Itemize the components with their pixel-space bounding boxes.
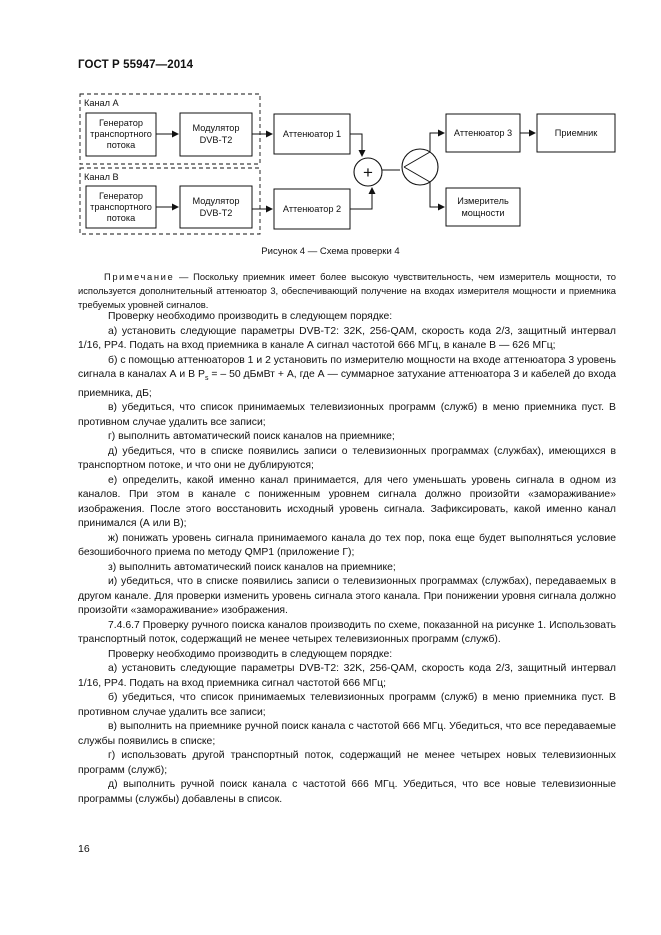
note-label: Примечание — [104, 271, 175, 282]
channel-b-label: Канал В — [84, 172, 119, 182]
paragraph: г) использовать другой транспортный поток, содержащий не менее четырех новых телевизионных программ (служб); — [78, 750, 616, 776]
paragraph: Проверку необходимо производить в следующем порядке: — [108, 648, 393, 660]
generator-b-line1: Генератор — [99, 191, 143, 201]
generator-a-line3: потока — [106, 140, 136, 150]
paragraph: г) выполнить автоматический поиск каналов на приемнике; — [108, 431, 395, 443]
generator-b-line2: транспортного — [90, 202, 152, 212]
receiver-label: Приемник — [554, 128, 598, 138]
paragraph: е) определить, какой именно канал принимается, для чего уменьшать уровень сигнала в одном из каналов. При этом в канале с пониженным уровнем сигнала должно произойти «замораживание» изображения. После этого восстановить исходный уровень сигнала. Зафиксировать, какой именно канал принимался (А или В); — [78, 474, 616, 530]
paragraph: ж) понижать уровень сигнала принимаемого канала до тех пор, пока еще будет выполняться условие безошибочного приема по методу QMP1 (приложение Г); — [78, 532, 616, 559]
paragraph: д) убедиться, что в списке появились записи о телевизионных программах (службах), имеющихся в транспортном потоке, и что они не дублируются; — [78, 445, 616, 472]
power-meter-box — [446, 188, 520, 226]
combiner-plus: + — [363, 163, 373, 182]
attenuator-2-label: Аттенюатор 2 — [282, 204, 342, 214]
main-text — [78, 310, 616, 807]
attenuator-1-label: Аттенюатор 1 — [282, 129, 342, 139]
note-block — [78, 270, 616, 312]
power-meter-line2: мощности — [461, 208, 505, 218]
document-header: ГОСТ Р 55947—2014 — [78, 59, 194, 71]
paragraph: в) убедиться, что список принимаемых телевизионных программ (служб) в меню приемника пуст. В противном случае удалить все записи; — [78, 402, 616, 428]
paragraph: а) установить следующие параметры DVB-T2: 32K, 256-QAM, скорость кода 2/3, защитный интервал 1/16, PP4. Подать на вход приемника сигнал частотой 666 МГц; — [78, 663, 616, 689]
paragraph: а) установить следующие параметры DVB-T2: 32K, 256-QAM, скорость кода 2/3, защитный интервал 1/16, PP4. Подать на вход приемника в канале А сигнал частотой 666 МГц, в канале В — 626 МГц; — [78, 325, 616, 351]
modulator-b-line1: Модулятор — [192, 196, 240, 206]
paragraph: и) убедиться, что в списке появились записи о телевизионных программах (службах), передаваемых в другом канале. Для проверки изменить уровень сигнала этого канала. При понижении уровня сигнала должно произойти «замораживание» изображения. — [78, 576, 616, 617]
attenuator-3-label: Аттенюатор 3 — [453, 128, 513, 138]
generator-a-line1: Генератор — [99, 118, 143, 128]
page-number: 16 — [78, 843, 90, 855]
power-meter-line1: Измеритель — [457, 196, 509, 206]
paragraph: 7.4.6.7 Проверку ручного поиска каналов производить по схеме, показанной на рисунке 1. Использовать транспортный поток, содержащий не менее четырех телевизионных программ (служб). — [78, 619, 616, 646]
channel-a-label: Канал А — [84, 98, 119, 108]
generator-a-line2: транспортного — [90, 129, 152, 139]
figure-caption: Рисунок 4 — Схема проверки 4 — [261, 246, 400, 257]
modulator-a-line1: Модулятор — [192, 123, 240, 133]
paragraph: з) выполнить автоматический поиск каналов на приемнике; — [108, 561, 396, 573]
modulator-b-box — [180, 186, 252, 228]
generator-b-line3: потока — [106, 213, 136, 223]
paragraph: в) выполнить на приемнике ручной поиск канала с частотой 666 МГц. Убедиться, что все передаваемые службы появились в списке; — [78, 721, 616, 747]
splitter-circle — [402, 149, 438, 185]
modulator-b-line2: DVB-T2 — [199, 208, 233, 218]
paragraph: Проверку необходимо производить в следующем порядке: — [108, 311, 393, 322]
paragraph: б) с помощью аттенюаторов 1 и 2 установить по измерителю мощности на входе аттенюатора 3 уровень сигнала в каналах А и В $P_s$ = – 50 дБмВт + А, где А — суммарное затухание аттенюатора 3 и кабелей до входа приемника, дБ; — [78, 354, 616, 399]
note-text: — Поскольку приемник имеет более высокую чувствительность, чем измеритель мощности, то используется дополнительный аттенюатор 3, обеспечивающий получение на входах измерителя мощности и приемника требуемых уровней сигналов. — [78, 271, 616, 310]
test-scheme-diagram — [0, 0, 661, 245]
modulator-a-line2: DVB-T2 — [199, 135, 233, 145]
paragraph: д) выполнить ручной поиск канала с частотой 666 МГц. Убедиться, что все новые телевизионные программы (службы) добавлены в список. — [78, 779, 616, 805]
paragraph: б) убедиться, что список принимаемых телевизионных программ (служб) в меню приемника пуст. В противном случае удалить все записи; — [78, 692, 616, 718]
